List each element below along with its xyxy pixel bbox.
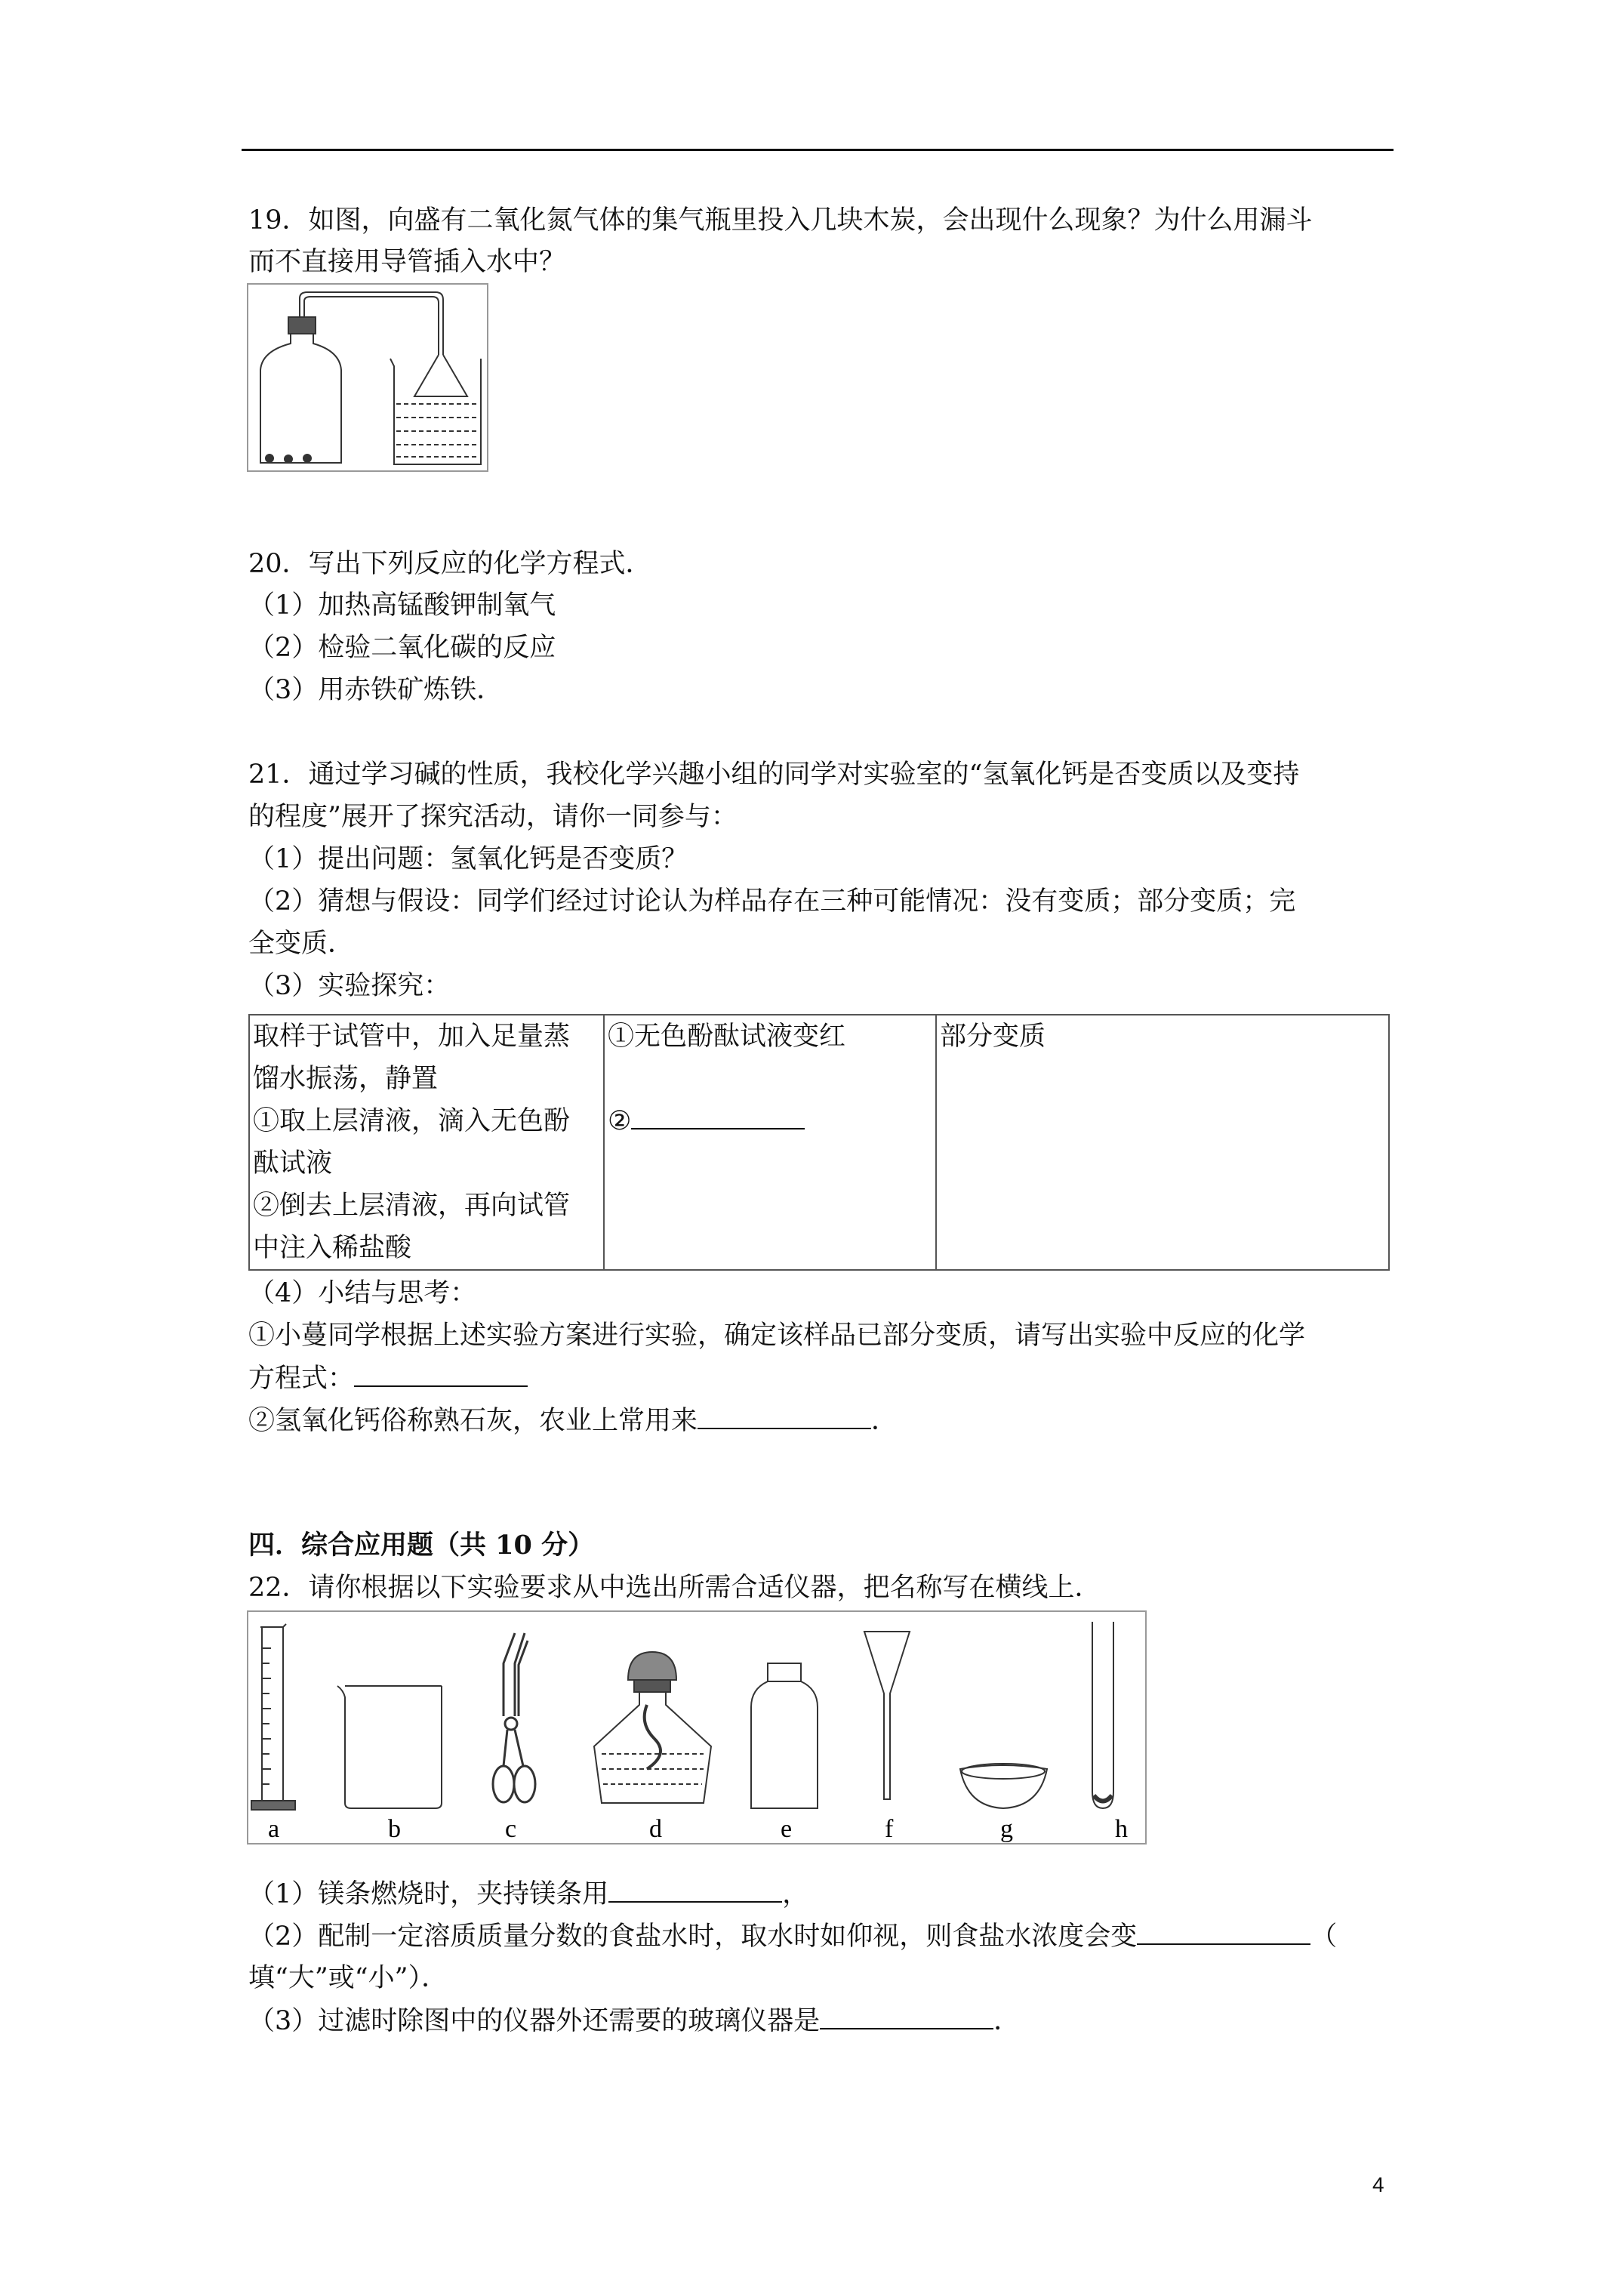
q21-p1: （1）提出问题：氢氧化钙是否变质？ [248, 844, 688, 874]
q21-p4c-end: ． [871, 1406, 898, 1436]
header-rule [242, 149, 1394, 151]
answer-blank[interactable] [608, 1878, 782, 1903]
procedure-line: ②倒去上层清液，再向试管 [253, 1191, 571, 1221]
q21-p2a: （2）猜想与假设：同学们经过讨论认为样品存在三种可能情况：没有变质；部分变质；完 [248, 886, 1296, 917]
phenomenon-2: ② [608, 1106, 632, 1136]
answer-blank[interactable] [698, 1405, 871, 1429]
graduated-cylinder-icon [251, 1624, 295, 1810]
q21-p4c-row [248, 1405, 898, 1436]
q22-figure [247, 1610, 1147, 1845]
conclusion: 部分变质 [940, 1022, 1046, 1052]
alcohol-lamp-icon [594, 1652, 711, 1803]
q21-line1: 21．通过学习碱的性质，我校化学兴趣小组的同学对实验室的“氢氧化钙是否变质以及变持 [248, 760, 1300, 790]
label-c: c [505, 1815, 517, 1843]
answer-blank[interactable] [631, 1105, 805, 1130]
crucible-tongs-icon [493, 1633, 535, 1802]
phenomenon-2-row [608, 1100, 932, 1142]
q22-i3-end: ． [993, 2006, 1021, 2036]
q21-line2: 的程度”展开了探究活动，请你一同参与： [248, 802, 738, 832]
page-number: 4 [1372, 2173, 1384, 2196]
answer-blank[interactable] [820, 2005, 993, 2029]
table-cell-conclusion [936, 1015, 1389, 1270]
q21-p4: （4）小结与思考： [248, 1278, 477, 1308]
q21-p4c: ②氢氧化钙俗称熟石灰，农业上常用来 [248, 1406, 698, 1436]
q22-i1: （1）镁条燃烧时，夹持镁条用 [248, 1879, 609, 1909]
q21-p3: （3）实验探究： [248, 971, 451, 1001]
section4-heading: 四．综合应用题（共 10 分） [248, 1530, 595, 1561]
label-g: g [1000, 1815, 1013, 1843]
q22-i2a: （2）配制一定溶质质量分数的食盐水时，取水时如仰视，则食盐水浓度会变 [248, 1922, 1138, 1952]
phenomenon-1: ①无色酚酞试液变红 [608, 1022, 846, 1052]
q19-line2: 而不直接用导管插入水中？ [248, 247, 566, 277]
q22-i3-row [248, 2005, 1020, 2036]
table-cell-procedure [249, 1015, 604, 1270]
table-cell-phenomenon [604, 1015, 936, 1270]
answer-blank[interactable] [1137, 1921, 1310, 1945]
gas-bottle-icon [260, 317, 341, 463]
test-tube-icon [1092, 1622, 1113, 1808]
procedure-line: 取样于试管中，加入足量蒸 [253, 1022, 571, 1052]
procedure-line: 中注入稀盐酸 [253, 1233, 412, 1263]
reagent-bottle-icon [751, 1663, 818, 1808]
answer-blank[interactable] [354, 1363, 528, 1387]
q22-i2a-row [248, 1921, 1337, 1952]
q21-p2b: 全变质． [248, 929, 355, 959]
q22-i1-end: ， [782, 1879, 809, 1909]
connecting-tube-icon [300, 292, 443, 355]
q22-title: 22．请你根据以下实验要求从中选出所需合适仪器，把名称写在横线上． [248, 1573, 1101, 1603]
procedure-line: ①取上层清液，滴入无色酚 [253, 1106, 571, 1136]
label-d: d [649, 1815, 662, 1843]
q21-p4b-row [248, 1363, 528, 1394]
procedure-line: 馏水振荡，静置 [253, 1064, 439, 1094]
q19-line1: 19．如图，向盛有二氧化氮气体的集气瓶里投入几块木炭，会出现什么现象？为什么用漏斗 [248, 205, 1313, 236]
funnel-icon [864, 1632, 910, 1799]
beaker-icon [337, 1686, 442, 1808]
q20-title: 20．写出下列反应的化学方程式． [248, 549, 652, 579]
label-f: f [885, 1815, 894, 1843]
q20-item2: （2）检验二氧化碳的反应 [248, 633, 556, 663]
q22-i2b: 填“大”或“小”）． [248, 1963, 448, 1993]
q22-i3: （3）过滤时除图中的仪器外还需要的玻璃仪器是 [248, 2006, 821, 2036]
q20-item1: （1）加热高锰酸钾制氧气 [248, 590, 556, 621]
q20-item3: （3）用赤铁矿炼铁． [248, 675, 504, 705]
q21-p4b: 方程式： [248, 1364, 355, 1394]
q22-i2a-end: （ [1310, 1922, 1338, 1952]
experiment-table [248, 1014, 1390, 1271]
q19-figure [247, 283, 488, 472]
label-e: e [781, 1815, 793, 1843]
procedure-line: 酞试液 [253, 1148, 333, 1179]
label-a: a [268, 1815, 280, 1843]
q22-i1-row [248, 1878, 808, 1909]
beaker-icon [390, 359, 481, 464]
label-h: h [1115, 1815, 1128, 1843]
q21-p4a: ①小蔓同学根据上述实验方案进行实验，确定该样品已部分变质，请写出实验中反应的化学 [248, 1321, 1306, 1351]
evaporating-dish-icon [960, 1764, 1047, 1808]
funnel-icon [414, 355, 467, 396]
label-b: b [388, 1815, 401, 1843]
